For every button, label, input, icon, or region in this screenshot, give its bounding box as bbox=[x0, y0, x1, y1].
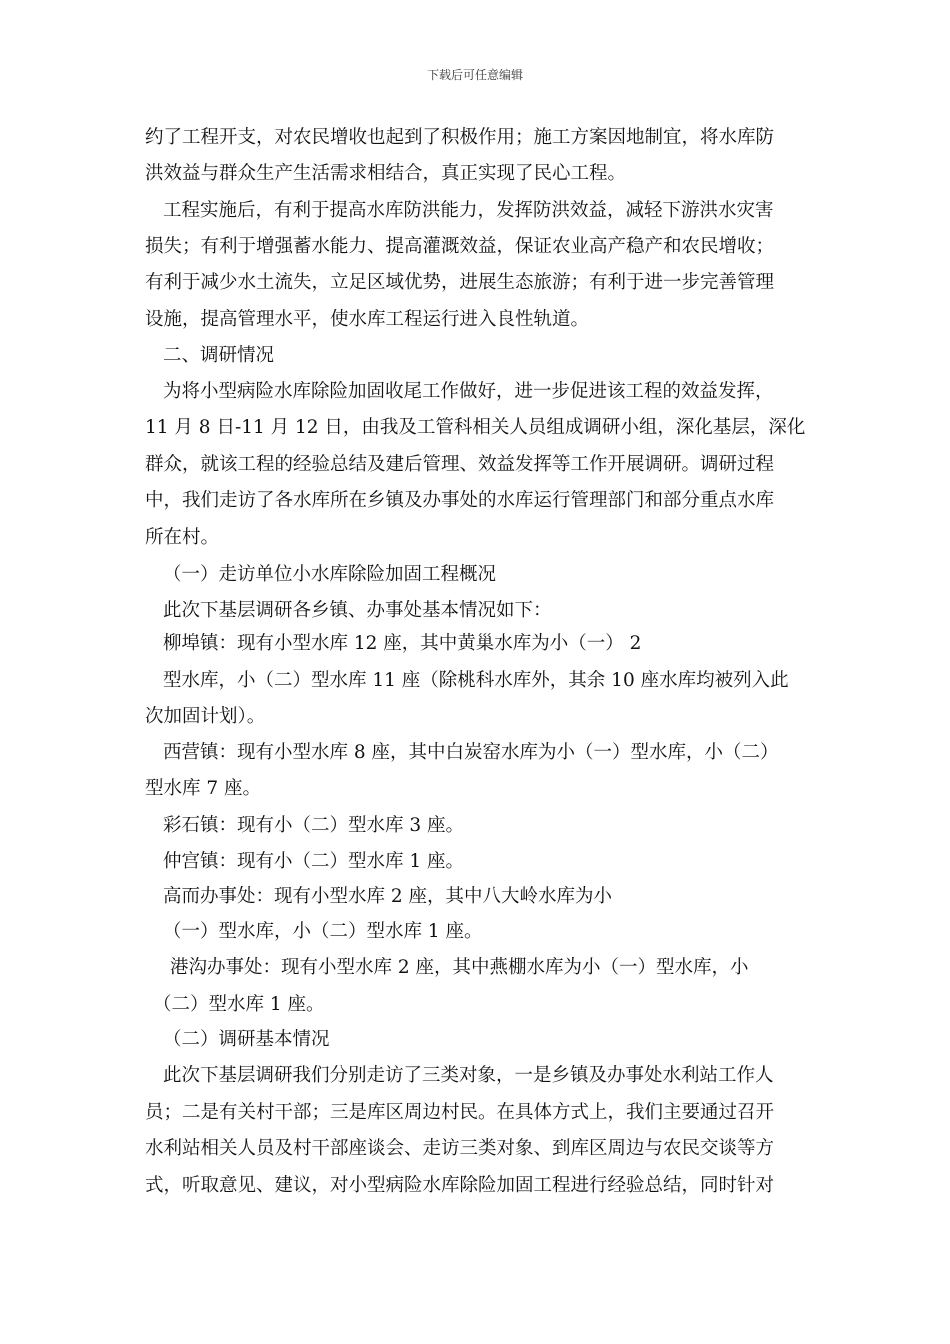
body-line-6: 设施，提高管理水平，使水库工程运行进入良性轨道。 bbox=[145, 309, 590, 330]
subsection-heading-1: （一）走访单位小水库除险加固工程概况 bbox=[163, 564, 497, 585]
body-line-3: 工程实施后，有利于提高水库防洪能力，发挥防洪效益，减轻下游洪水灾害 bbox=[163, 200, 774, 221]
body-line-12: 所在村。 bbox=[145, 527, 220, 548]
body-line-15: 柳埠镇：现有小型水库 12 座，其中黄巢水库为小（一） 2 bbox=[163, 633, 642, 654]
subsection-heading-2: （二）调研基本情况 bbox=[163, 1029, 330, 1050]
body-line-10: 群众，就该工程的经验总结及建后管理、效益发挥等工作开展调研。调研过程 bbox=[145, 454, 775, 475]
body-line-5: 有利于减少水土流失，立足区域优势，进展生态旅游；有利于进一步完善管理 bbox=[145, 272, 775, 293]
body-line-27: 此次下基层调研我们分别走访了三类对象，一是乡镇及办事处水利站工作人 bbox=[163, 1065, 774, 1086]
body-line-4: 损失；有利于增强蓄水能力、提高灌溉效益，保证农业高产稳产和农民增收； bbox=[145, 236, 775, 257]
body-line-30: 式，听取意见、建议，对小型病险水库除险加固工程进行经验总结，同时针对 bbox=[145, 1175, 775, 1196]
body-line-24: 港沟办事处：现有小型水库 2 座，其中燕棚水库为小（一）型水库，小 bbox=[170, 957, 749, 978]
body-line-17: 次加固计划）。 bbox=[145, 706, 266, 727]
body-line-20: 彩石镇：现有小（二）型水库 3 座。 bbox=[163, 815, 465, 836]
body-line-1: 约了工程开支，对农民增收也起到了积极作用；施工方案因地制宜，将水库防 bbox=[145, 127, 775, 148]
body-line-16: 型水库，小（二）型水库 11 座（除桃科水库外，其余 10 座水库均被列入此 bbox=[163, 670, 789, 691]
body-line-2: 洪效益与群众生产生活需求相结合，真正实现了民心工程。 bbox=[145, 163, 627, 184]
body-line-14: 此次下基层调研各乡镇、办事处基本情况如下： bbox=[163, 600, 552, 621]
body-line-9: 11 月 8 日-11 月 12 日，由我及工管科相关人员组成调研小组，深化基层，深化 bbox=[145, 417, 806, 438]
page-header: 下载后可任意编辑 bbox=[426, 68, 523, 82]
body-line-29: 水利站相关人员及村干部座谈会、走访三类对象、到库区周边与农民交谈等方 bbox=[145, 1138, 775, 1159]
body-line-8: 为将小型病险水库除险加固收尾工作做好，进一步促进该工程的效益发挥， bbox=[163, 381, 774, 402]
body-line-11: 中，我们走访了各水库所在乡镇及办事处的水库运行管理部门和部分重点水库 bbox=[145, 490, 775, 511]
body-line-23: （一）型水库，小（二）型水库 1 座。 bbox=[163, 921, 483, 942]
body-line-25: （二）型水库 1 座。 bbox=[153, 994, 325, 1015]
body-line-18: 西营镇：现有小型水库 8 座，其中白炭窑水库为小（一）型水库，小（二） bbox=[163, 742, 779, 763]
body-line-22: 高而办事处：现有小型水库 2 座，其中八大岭水库为小 bbox=[163, 886, 613, 907]
body-line-28: 员；二是有关村干部；三是库区周边村民。在具体方式上，我们主要通过召开 bbox=[145, 1102, 775, 1123]
section-heading-2: 二、调研情况 bbox=[163, 345, 275, 366]
body-line-19: 型水库 7 座。 bbox=[145, 778, 262, 799]
body-line-21: 仲宫镇：现有小（二）型水库 1 座。 bbox=[163, 851, 465, 872]
